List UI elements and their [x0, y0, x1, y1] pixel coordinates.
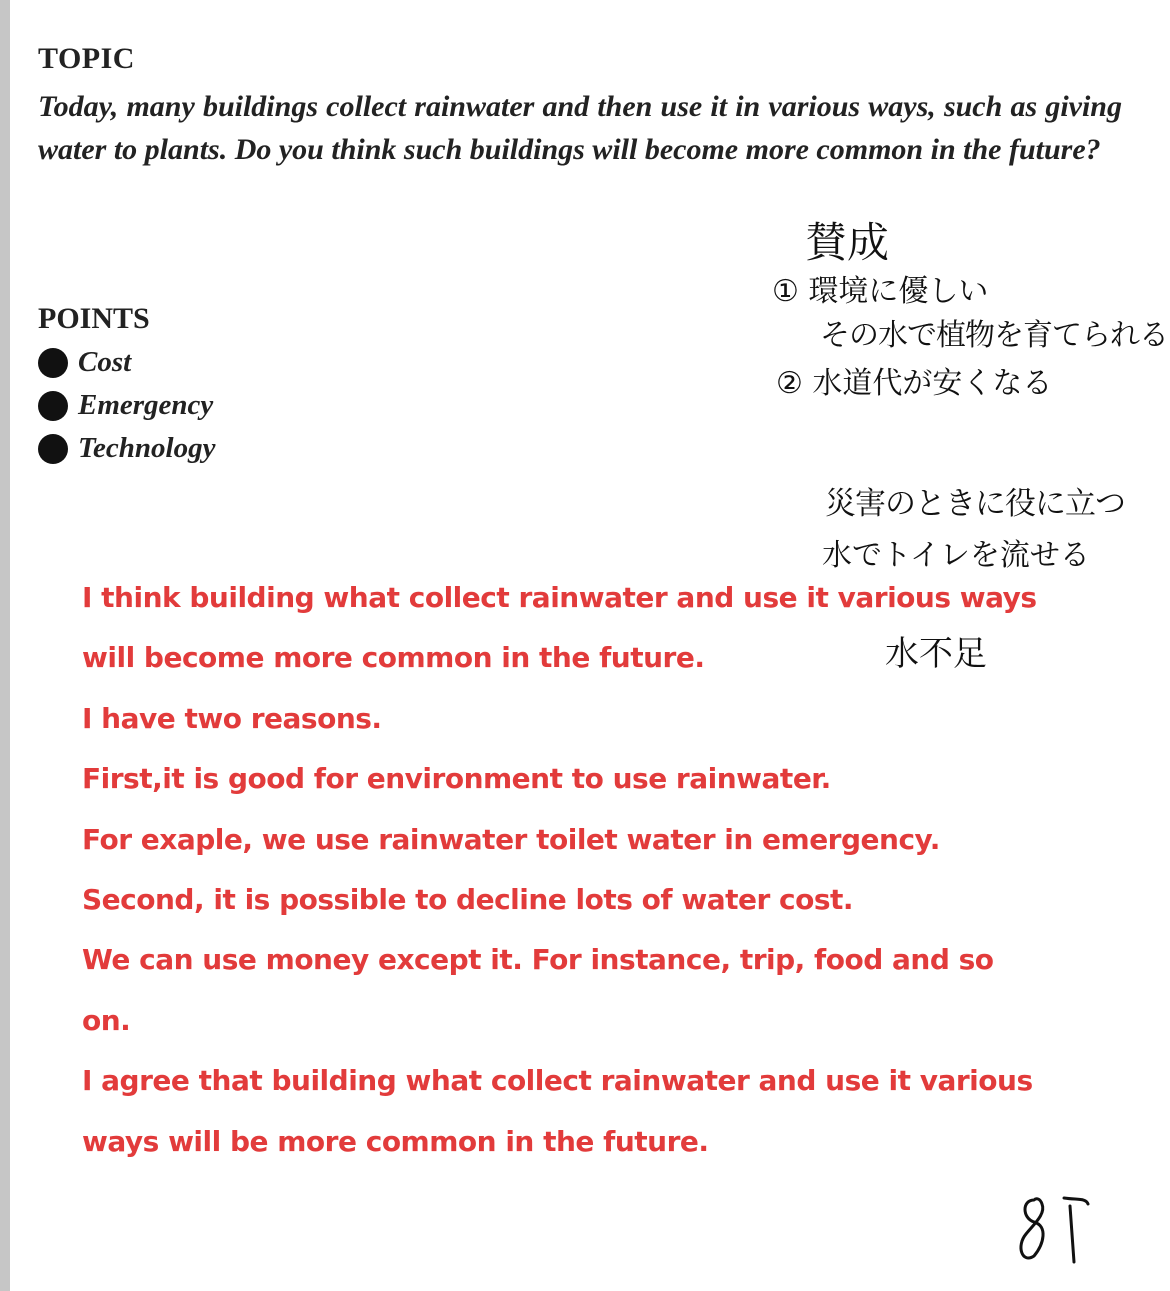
- bullet-icon: [38, 434, 68, 464]
- note-disaster: 災害のときに役に立つ: [825, 486, 1125, 522]
- essay-line: We can use money except it. For instance, trip, food and so: [82, 943, 994, 977]
- point-label: Emergency: [78, 389, 214, 421]
- note-shortage: 水不足: [885, 634, 987, 674]
- essay-line: will become more common in the future.: [82, 641, 705, 675]
- essay-body: [82, 568, 1082, 1172]
- essay-line: I think building what collect rainwater and use it various ways: [82, 581, 1037, 614]
- point-label: Cost: [78, 346, 132, 378]
- note-agree: 賛成: [805, 218, 890, 267]
- topic-question: Today, many buildings collect rainwater and then use it in various ways, such as giving water to plants. Do you think such buildings will become more common in the future?: [38, 90, 1122, 166]
- bullet-icon: [38, 348, 68, 378]
- essay-line: First,it is good for environment to use rainwater.: [82, 762, 831, 796]
- point-item-cost: [38, 341, 215, 384]
- point-item-technology: [38, 427, 215, 470]
- note-reason1-detail: その水で植物を育てられる: [820, 318, 1168, 353]
- note-reason2: ② 水道代が安くなる: [776, 366, 1053, 401]
- points-heading: POINTS: [38, 302, 150, 335]
- essay-line: ways will be more common in the future.: [82, 1124, 709, 1158]
- bullet-icon: [38, 391, 68, 421]
- note-reason1: ① 環境に優しい: [772, 274, 989, 309]
- page-edge-bar: [0, 0, 10, 1291]
- point-item-emergency: [38, 384, 215, 427]
- score-handwritten: [1012, 1192, 1092, 1272]
- points-list: [38, 341, 215, 470]
- essay-line: For exaple, we use rainwater toilet water in emergency.: [82, 822, 940, 856]
- note-toilet: 水でトイレを流せる: [822, 538, 1090, 573]
- essay-line: on.: [82, 1003, 131, 1037]
- topic-heading: TOPIC: [38, 42, 135, 75]
- essay-line: I agree that building what collect rainwater and use it various: [82, 1064, 1033, 1098]
- essay-line: Second, it is possible to decline lots of water cost.: [82, 882, 854, 916]
- point-label: Technology: [78, 432, 216, 464]
- score-81-drawing: [1012, 1192, 1092, 1272]
- essay-line: I have two reasons.: [82, 701, 382, 735]
